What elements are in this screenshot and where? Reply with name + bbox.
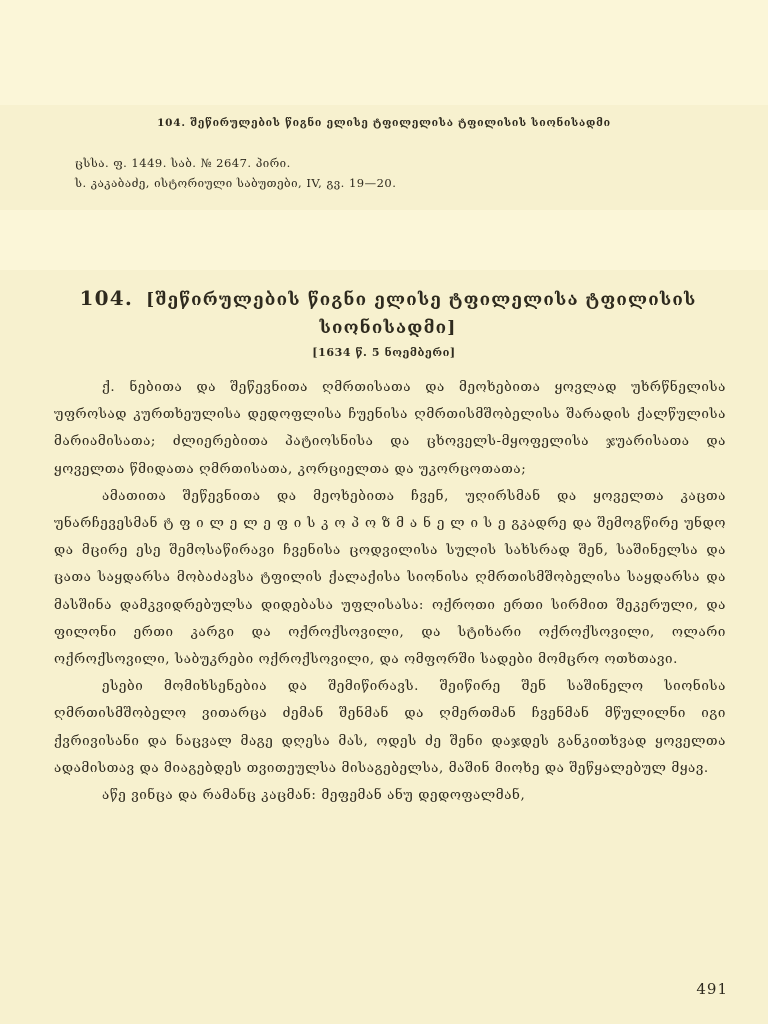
source-references: [75, 153, 695, 193]
running-head: 104. შეწირულების წიგნი ელისე ტფილელისა ტფილისის სიონისადმი: [157, 117, 611, 129]
page-number: 491: [696, 980, 728, 998]
paragraph: ამათითა შეწევნითა და მეოხებითა ჩვენ, უღირსმან და ყოველთა კაცთა უნარჩევესმან ტ ფ ი ლ ე ლ ე ფ ი ს კ ო პ ო ზ მ ა ნ ე ლ ი ს ე გკადრე და შემოგწირე უნდო და მცირე ესე შემოსაწირავი ჩვენისა ცოდვილისა სულის სახსრად შენ, საშინელსა და ცათა საყდარსა მობაძავსა ტფილის ქალაქისა სიონისა ღმრთისმშობელისა საყდარსა და მასშინა დამკვიდრებულსა დიდებასა უფლისასა: ოქროთი ერთი სირმით შეკერული, და ფილონი ერთი კარგი და ოქროქსოვილი, და სტიხარი ოქროქსოვილი, ოლარი ოქროქსოვილი, საბუკრები ოქროქსოვილი, და ომფორში სადები მომცრო ოთხთავი.: [54, 488, 726, 668]
paragraph: აწე ვინცა და რამანც კაცმან: მეფემან ანუ დედოფალმან,: [102, 788, 526, 804]
source-line-archive: ცსსა. ფ. 1449. საბ. № 2647. პირი.: [75, 156, 291, 170]
paragraph: ქ. ნებითა და შეწევნითა ღმრთისათა და მეოხებითა ყოვლად უხრწნელისა უფროსად კურთხეულისა დედოფლისა ჩუენისა ღმრთისმშობელისა შარადის ქალწულისა მარიამისათა; ძლიერებითა პატიოსნისა და ცხოველს-მყოფელისა ჯუარისათა და ყოველთა წმიდათა ღმრთისათა, კორციელთა და უკორცოთათა;: [54, 380, 726, 477]
document-heading: [48, 284, 728, 342]
page-mid-band: [0, 210, 768, 270]
paragraph: ესები მომიხსენებია და შემიწირავს. შეიწირე შენ საშინელო სიონისა ღმრთისმშობელო ვითარცა ძემან შენმან და ღმერთმან ჩვენმან მწულილნი იგი ქვრივისანი და ნაცვალ მაგე დღესა მას, ოდეს ძე შენი დაჯდეს განკითხვად ყოველთა ადამისთავ და მიაგებდეს თვითეულსა მისაგებელსა, მაშინ მიოხე და შეწყალებულ მყავ.: [54, 679, 726, 776]
document-body: [54, 374, 726, 809]
source-line-publication: ს. კაკაბაძე, ისტორიული საბუთები, IV, გვ. 19—20.: [75, 176, 397, 190]
document-number: 104.: [79, 286, 134, 310]
page-top-band: [0, 0, 768, 105]
document-date: [1634 წ. 5 ნოემბერი]: [312, 346, 456, 359]
document-title: [შეწირულების წიგნი ელისე ტფილელისა ტფილისის სიონისადმი]: [146, 290, 697, 338]
